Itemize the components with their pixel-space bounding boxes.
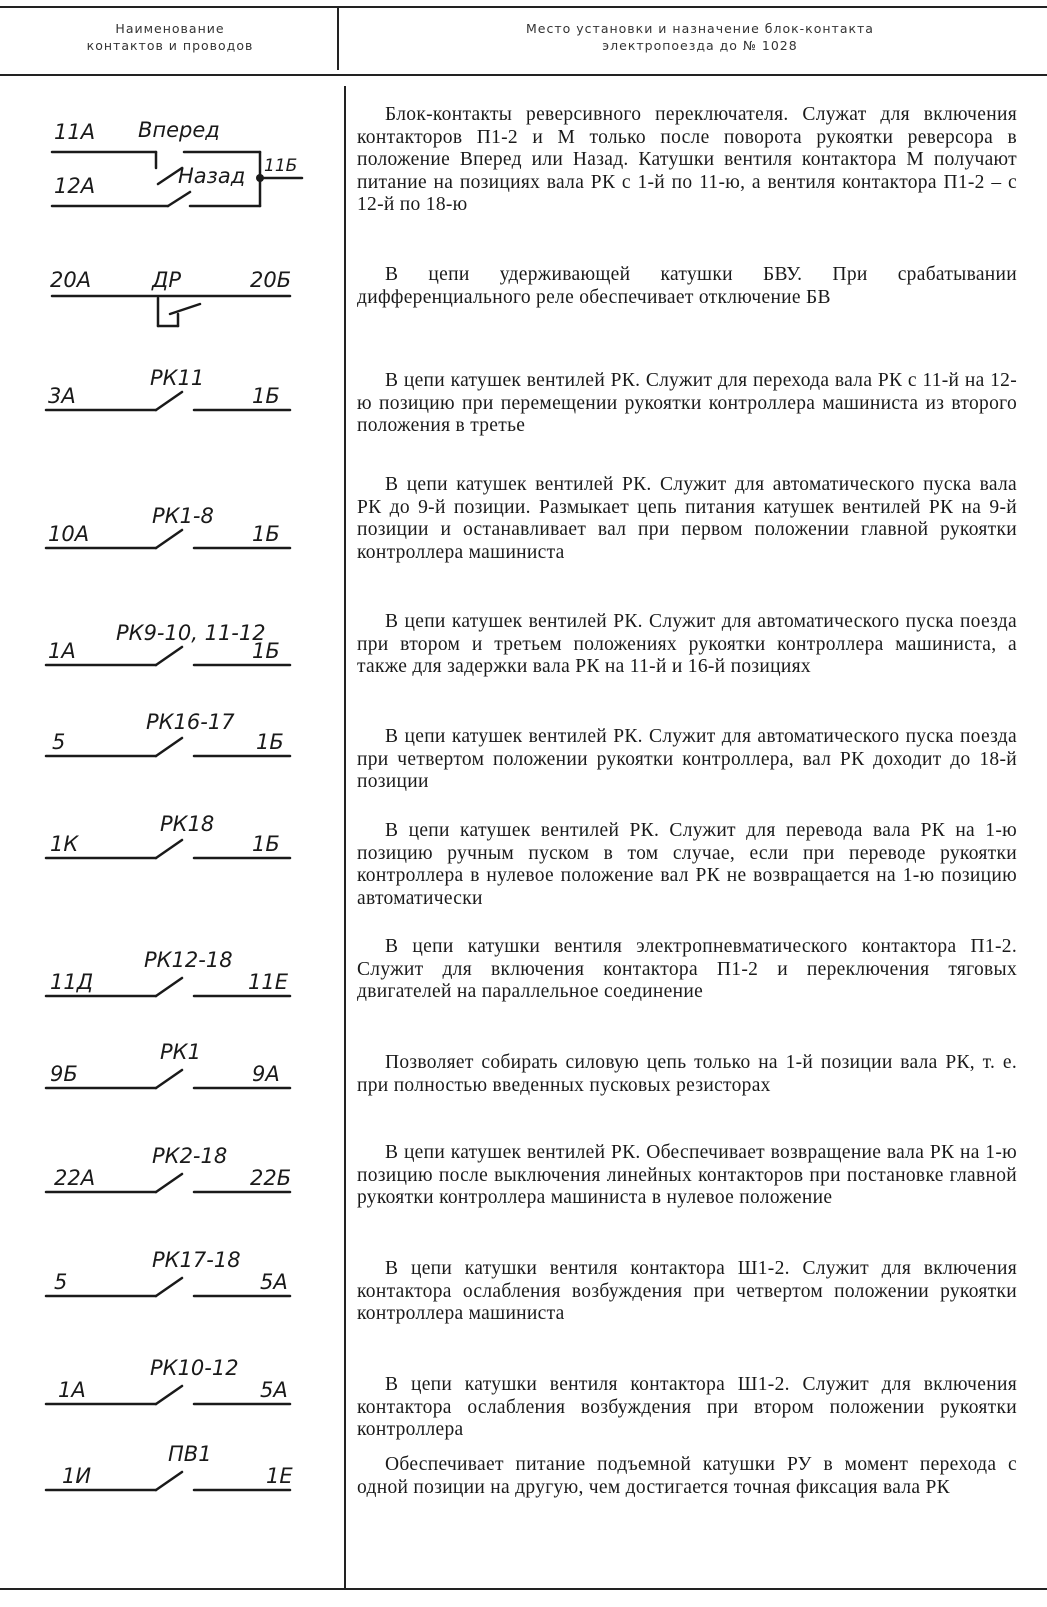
wire-label-left: 1А	[58, 1378, 86, 1402]
wire-label-left: 9Б	[50, 1062, 78, 1086]
wire-label-right: 1Б	[252, 522, 280, 546]
header-right-line2: электропоезда до № 1028	[602, 38, 798, 53]
description-row-11: В цепи катушки вентиля контактора Ш1-2. Служит для включения контактора ослабления возбуждения при четвертом положении рукоятки контроллера машиниста	[357, 1258, 1017, 1324]
contact-diagram-rk10-12	[40, 1352, 300, 1442]
wire-label-right: 1Е	[266, 1464, 293, 1488]
contact-diagram-rk18	[40, 806, 300, 896]
header-right-line1: Место установки и назначение блок-контакта	[526, 21, 874, 36]
wire-label-left: 20А	[50, 268, 92, 292]
header-left-line1: Наименование	[115, 21, 225, 36]
contact-name-forward: Вперед	[138, 118, 220, 142]
contact-name: РК2-18	[152, 1144, 228, 1168]
wire-label-left: 10А	[48, 522, 90, 546]
wire-label-left: 5	[52, 730, 66, 754]
description-row-13: Обеспечивает питание подъемной катушки РУ в момент перехода с одной позиции на другую, чем достигается точная фиксация вала РК	[357, 1454, 1017, 1498]
header-divider	[337, 6, 339, 70]
description-row-2: В цепи удерживающей катушки БВУ. При срабатывании дифференциального реле обеспечивает отключение БВ	[357, 264, 1017, 308]
contact-diagram-dr	[40, 258, 300, 348]
contact-diagram-rk17-18	[40, 1246, 300, 1336]
wire-label-right: 20Б	[250, 268, 292, 292]
wire-label-left-top: 11А	[54, 120, 96, 144]
description-row-6: В цепи катушек вентилей РК. Служит для автоматического пуска поезда при четвертом положении рукоятки контроллера, вал РК доходит до 18-й позиции	[357, 726, 1017, 792]
wire-label-right: 5А	[260, 1270, 288, 1294]
contact-diagram-rk11	[40, 358, 300, 448]
wire-label-left: 3А	[48, 384, 76, 408]
wire-label-left: 5	[54, 1270, 68, 1294]
header-rule	[0, 74, 1047, 76]
description-row-4: В цепи катушек вентилей РК. Служит для автоматического пуска вала РК до 9-й позиции. Размыкает цепь питания катушек вентилей РК на 9-й позиции и останавливает вал при первом положении главной рукоятки контроллера машиниста	[357, 474, 1017, 563]
contact-diagram-rk9-12	[40, 615, 300, 705]
contact-name: РК11	[150, 366, 205, 390]
description-row-1: Блок-контакты реверсивного переключателя. Служат для включения контакторов П1-2 и М только после поворота рукоятки реверсора в положение Вперед или Назад. Катушки вентиля контактора М получают питание на позициях вала РК с 1-й по 11-ю, а вентиля контактора П1-2 – с 12-й по 18-ю	[357, 104, 1017, 215]
contact-diagram-rk2-18	[40, 1140, 300, 1230]
wire-label-right: 11Е	[248, 970, 288, 994]
bottom-rule	[0, 1588, 1047, 1590]
column-divider	[344, 86, 346, 1588]
contact-name: РК9-10, 11-12	[116, 621, 266, 645]
contact-diagram-rk12-18	[40, 944, 300, 1034]
description-row-9: Позволяет собирать силовую цепь только на 1-й позиции вала РК, т. е. при полностью введенных пусковых резисторах	[357, 1052, 1017, 1096]
contact-name: ДР	[152, 268, 182, 292]
wire-label-left: 11Д	[50, 970, 94, 994]
wire-label-left: 1К	[50, 832, 79, 856]
contact-diagram-rk1-8	[40, 498, 300, 588]
wire-label-right: 1Б	[252, 639, 280, 663]
contact-name: РК18	[160, 812, 215, 836]
contact-name: РК1	[160, 1040, 201, 1064]
wire-label-left-bottom: 12А	[54, 174, 96, 198]
wire-label-right: 9А	[252, 1062, 280, 1086]
description-row-10: В цепи катушек вентилей РК. Обеспечивает возвращение вала РК на 1-ю позицию после выключения линейных контакторов при постановке главной рукоятки контроллера машиниста в нулевое положение	[357, 1142, 1017, 1208]
description-row-5: В цепи катушек вентилей РК. Служит для автоматического пуска поезда при втором и третьем положениях рукоятки контроллера машиниста, а также для задержки вала РК на 11-й и 16-й позициях	[357, 611, 1017, 677]
junction-dot	[256, 174, 264, 182]
contact-name: РК10-12	[150, 1356, 239, 1380]
wire-label-right: 11Б	[264, 156, 298, 176]
contact-name: ПВ1	[168, 1442, 212, 1466]
contact-name: РК16-17	[146, 710, 235, 734]
contact-name: РК12-18	[144, 948, 233, 972]
wire-label-right: 1Б	[252, 384, 280, 408]
wire-label-right: 1Б	[256, 730, 284, 754]
contact-diagram-pv1	[40, 1434, 300, 1524]
header-left	[40, 20, 300, 54]
top-rule	[0, 6, 1047, 8]
header-right	[360, 20, 1040, 54]
contact-diagram-reverser	[40, 112, 320, 222]
wire-label-right: 1Б	[252, 832, 280, 856]
wire-label-left: 1И	[62, 1464, 92, 1488]
contact-diagram-rk16-17	[40, 704, 300, 794]
description-row-12: В цепи катушки вентиля контактора Ш1-2. Служит для включения контактора ослабления возбуждения при втором положении рукоятки контроллера	[357, 1374, 1017, 1440]
wire-label-left: 22А	[54, 1166, 96, 1190]
description-row-3: В цепи катушек вентилей РК. Служит для перехода вала РК с 11-й на 12-ю позицию при перемещении рукоятки контроллера машиниста из второго положения в третье	[357, 370, 1017, 436]
contact-name-back: Назад	[178, 164, 246, 188]
header-left-line2: контактов и проводов	[86, 38, 254, 53]
contact-name: РК17-18	[152, 1248, 241, 1272]
description-row-8: В цепи катушки вентиля электропневматического контактора П1-2. Служит для включения контактора П1-2 и переключения тяговых двигателей на параллельное соединение	[357, 936, 1017, 1002]
wire-label-left: 1А	[48, 639, 76, 663]
description-row-7: В цепи катушек вентилей РК. Служит для перевода вала РК на 1-ю позицию ручным пуском в том случае, если при переводе рукоятки контроллера в нулевое положение вал РК не возвращается на 1-ю позицию автоматически	[357, 820, 1017, 909]
wire-label-right: 5А	[260, 1378, 288, 1402]
contact-diagram-rk1	[40, 1036, 300, 1126]
wire-label-right: 22Б	[250, 1166, 292, 1190]
contact-name: РК1-8	[152, 504, 214, 528]
